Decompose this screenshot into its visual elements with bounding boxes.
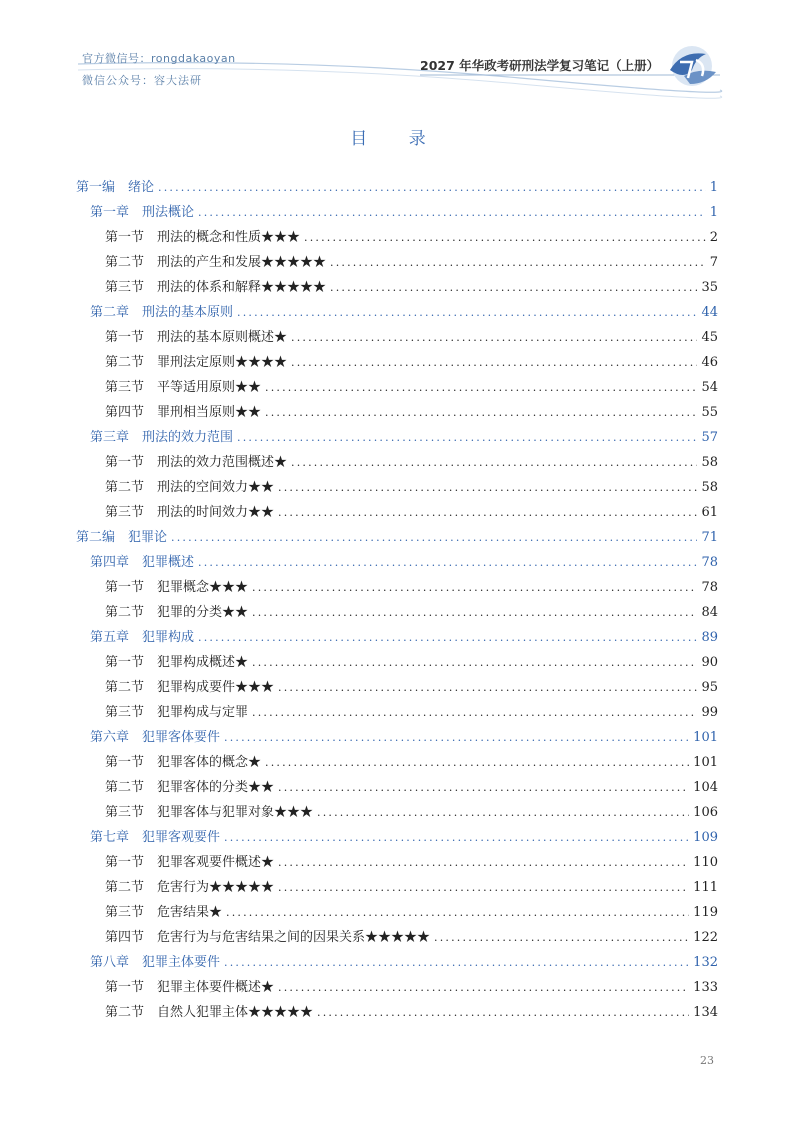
toc-leader-dots <box>237 303 697 323</box>
toc-entry-title: 第二节 刑法的空间效力★★ <box>105 480 275 495</box>
toc-entry-page: 78 <box>701 555 718 570</box>
toc-entry-title: 第四章 犯罪概述 <box>90 555 195 570</box>
toc-entry-title: 第四节 罪刑相当原则★★ <box>105 405 262 420</box>
toc-entry-page: 61 <box>701 505 718 520</box>
toc-leader-dots <box>252 653 697 673</box>
toc-leader-dots <box>224 728 689 748</box>
toc-entry-page: 35 <box>701 280 718 295</box>
toc-leader-dots <box>198 203 706 223</box>
toc-leader-dots <box>317 1003 689 1023</box>
toc-entry-title: 第一节 犯罪客观要件概述★ <box>105 855 275 870</box>
toc-leader-dots <box>291 353 697 373</box>
toc-leader-dots <box>252 578 697 598</box>
toc-leader-dots <box>224 828 689 848</box>
toc-leader-dots <box>171 528 697 548</box>
toc-entry-title: 第二节 犯罪构成要件★★★ <box>105 680 275 695</box>
toc-leader-dots <box>304 228 706 248</box>
toc-entry-section[interactable] <box>105 603 718 623</box>
toc-entry-section[interactable] <box>105 803 718 823</box>
toc-leader-dots <box>434 928 689 948</box>
toc-leader-dots <box>278 878 689 898</box>
toc-entry-section[interactable] <box>105 478 718 498</box>
toc-entry-title: 第三节 刑法的体系和解释★★★★★ <box>105 280 327 295</box>
toc-entry-page: 46 <box>701 355 718 370</box>
toc-entry-title: 第二编 犯罪论 <box>76 530 168 545</box>
page-number: 23 <box>700 1054 714 1067</box>
toc-entry-page: 7 <box>709 255 718 270</box>
toc-leader-dots <box>291 453 697 473</box>
toc-leader-dots <box>224 953 689 973</box>
publisher-logo <box>662 40 722 90</box>
toc-entry-title: 第四节 危害行为与危害结果之间的因果关系★★★★★ <box>105 930 431 945</box>
toc-entry-title: 第三节 犯罪构成与定罪 <box>105 705 249 720</box>
toc-entry-title: 第二节 犯罪客体的分类★★ <box>105 780 275 795</box>
wechat-public-text: 微信公众号：容大法研 <box>82 74 202 87</box>
toc-entry-page: 109 <box>693 830 718 845</box>
toc-entry-page: 78 <box>701 580 718 595</box>
toc-leader-dots <box>330 278 697 298</box>
toc-leader-dots <box>278 778 689 798</box>
toc-entry-page: 106 <box>693 805 718 820</box>
toc-entry-title: 第二节 自然人犯罪主体★★★★★ <box>105 1005 314 1020</box>
toc-entry-chapter[interactable] <box>90 728 718 748</box>
toc-entry-page: 1 <box>709 205 718 220</box>
toc-leader-dots <box>278 853 689 873</box>
toc-leader-dots <box>278 478 697 498</box>
toc-entry-section[interactable] <box>105 253 718 273</box>
toc-entry-page: 111 <box>693 880 718 895</box>
toc-entry-section[interactable] <box>105 353 718 373</box>
toc-leader-dots <box>198 553 697 573</box>
toc-entry-part[interactable] <box>76 528 718 548</box>
toc-entry-title: 第三节 犯罪客体与犯罪对象★★★ <box>105 805 314 820</box>
toc-entry-page: 1 <box>709 180 718 195</box>
toc-entry-title: 第一节 犯罪构成概述★ <box>105 655 249 670</box>
toc-leader-dots <box>252 703 697 723</box>
toc-entry-section[interactable] <box>105 903 718 923</box>
toc-leader-dots <box>265 403 697 423</box>
toc-entry-page: 101 <box>693 755 718 770</box>
toc-entry-page: 110 <box>693 855 718 870</box>
toc-entry-chapter[interactable] <box>90 203 718 223</box>
toc-entry-title: 第一节 犯罪概念★★★ <box>105 580 249 595</box>
toc-leader-dots <box>265 753 689 773</box>
toc-entry-chapter[interactable] <box>90 828 718 848</box>
toc-entry-page: 95 <box>701 680 718 695</box>
toc-entry-page: 104 <box>693 780 718 795</box>
toc-entry-section[interactable] <box>105 653 718 673</box>
toc-entry-page: 45 <box>701 330 718 345</box>
toc-entry-title: 第一节 刑法的基本原则概述★ <box>105 330 288 345</box>
toc-entry-section[interactable] <box>105 403 718 423</box>
toc-leader-dots <box>330 253 706 273</box>
toc-entry-section[interactable] <box>105 978 718 998</box>
toc-entry-page: 84 <box>701 605 718 620</box>
toc-leader-dots <box>278 978 689 998</box>
toc-leader-dots <box>237 428 697 448</box>
toc-entry-section[interactable] <box>105 278 718 298</box>
toc-entry-title: 第六章 犯罪客体要件 <box>90 730 221 745</box>
toc-entry-chapter[interactable] <box>90 628 718 648</box>
toc-entry-title: 第一节 犯罪客体的概念★ <box>105 755 262 770</box>
toc-entry-page: 119 <box>693 905 718 920</box>
toc-entry-section[interactable] <box>105 578 718 598</box>
toc-entry-title: 第二节 刑法的产生和发展★★★★★ <box>105 255 327 270</box>
toc-entry-page: 58 <box>701 480 718 495</box>
toc-leader-dots <box>291 328 697 348</box>
toc-entry-section[interactable] <box>105 878 718 898</box>
toc-entry-page: 55 <box>701 405 718 420</box>
toc-entry-section[interactable] <box>105 378 718 398</box>
toc-entry-section[interactable] <box>105 703 718 723</box>
toc-entry-title: 第二节 危害行为★★★★★ <box>105 880 275 895</box>
toc-entry-title: 第一章 刑法概论 <box>90 205 195 220</box>
toc-entry-page: 122 <box>693 930 718 945</box>
toc-entry-title: 第一节 犯罪主体要件概述★ <box>105 980 275 995</box>
toc-entry-title: 第三节 平等适用原则★★ <box>105 380 262 395</box>
toc-leader-dots <box>226 903 689 923</box>
toc-leader-dots <box>317 803 689 823</box>
toc-entry-section[interactable] <box>105 778 718 798</box>
page-header <box>0 0 794 110</box>
toc-entry-title: 第一编 绪论 <box>76 180 155 195</box>
toc-entry-title: 第二节 罪刑法定原则★★★★ <box>105 355 288 370</box>
toc-entry-title: 第一节 刑法的效力范围概述★ <box>105 455 288 470</box>
toc-entry-chapter[interactable] <box>90 953 718 973</box>
toc-entry-title: 第二节 犯罪的分类★★ <box>105 605 249 620</box>
toc-entry-page: 99 <box>701 705 718 720</box>
toc-entry-title: 第五章 犯罪构成 <box>90 630 195 645</box>
toc-leader-dots <box>278 678 697 698</box>
toc-entry-page: 132 <box>693 955 718 970</box>
book-title: 2027 年华政考研刑法学复习笔记（上册） <box>420 58 660 73</box>
toc-entry-page: 44 <box>701 305 718 320</box>
toc-entry-section[interactable] <box>105 1003 718 1023</box>
toc-entry-page: 71 <box>701 530 718 545</box>
toc-entry-chapter[interactable] <box>90 428 718 448</box>
toc-entry-page: 2 <box>709 230 718 245</box>
toc-entry-page: 58 <box>701 455 718 470</box>
toc-entry-section[interactable] <box>105 228 718 248</box>
toc-entry-page: 54 <box>701 380 718 395</box>
toc-entry-section[interactable] <box>105 928 718 948</box>
toc-entry-title: 第三节 刑法的时间效力★★ <box>105 505 275 520</box>
toc-entry-title: 第三节 危害结果★ <box>105 905 223 920</box>
toc-entry-title: 第一节 刑法的概念和性质★★★ <box>105 230 301 245</box>
toc-entry-section[interactable] <box>105 503 718 523</box>
toc-entry-page: 90 <box>701 655 718 670</box>
toc-leader-dots <box>252 603 697 623</box>
toc-entry-page: 133 <box>693 980 718 995</box>
toc-entry-page: 57 <box>701 430 718 445</box>
toc-title: 目 录 <box>350 129 444 149</box>
toc-entry-page: 101 <box>693 730 718 745</box>
toc-entry-title: 第八章 犯罪主体要件 <box>90 955 221 970</box>
toc-entry-title: 第二章 刑法的基本原则 <box>90 305 234 320</box>
toc-entry-section[interactable] <box>105 678 718 698</box>
toc-leader-dots <box>198 628 697 648</box>
toc-leader-dots <box>265 378 697 398</box>
toc-entry-chapter[interactable] <box>90 553 718 573</box>
toc-entry-section[interactable] <box>105 328 718 348</box>
toc-entry-chapter[interactable] <box>90 303 718 323</box>
toc-entry-title: 第七章 犯罪客观要件 <box>90 830 221 845</box>
toc-entry-part[interactable] <box>76 178 718 198</box>
toc-leader-dots <box>158 178 706 198</box>
wechat-official-text: 官方微信号：rongdakaoyan <box>82 52 236 65</box>
toc-entry-page: 134 <box>693 1005 718 1020</box>
toc-entry-section[interactable] <box>105 453 718 473</box>
toc-entry-title: 第三章 刑法的效力范围 <box>90 430 234 445</box>
toc-entry-section[interactable] <box>105 853 718 873</box>
toc-leader-dots <box>278 503 697 523</box>
toc-entry-section[interactable] <box>105 753 718 773</box>
toc-entry-page: 89 <box>701 630 718 645</box>
